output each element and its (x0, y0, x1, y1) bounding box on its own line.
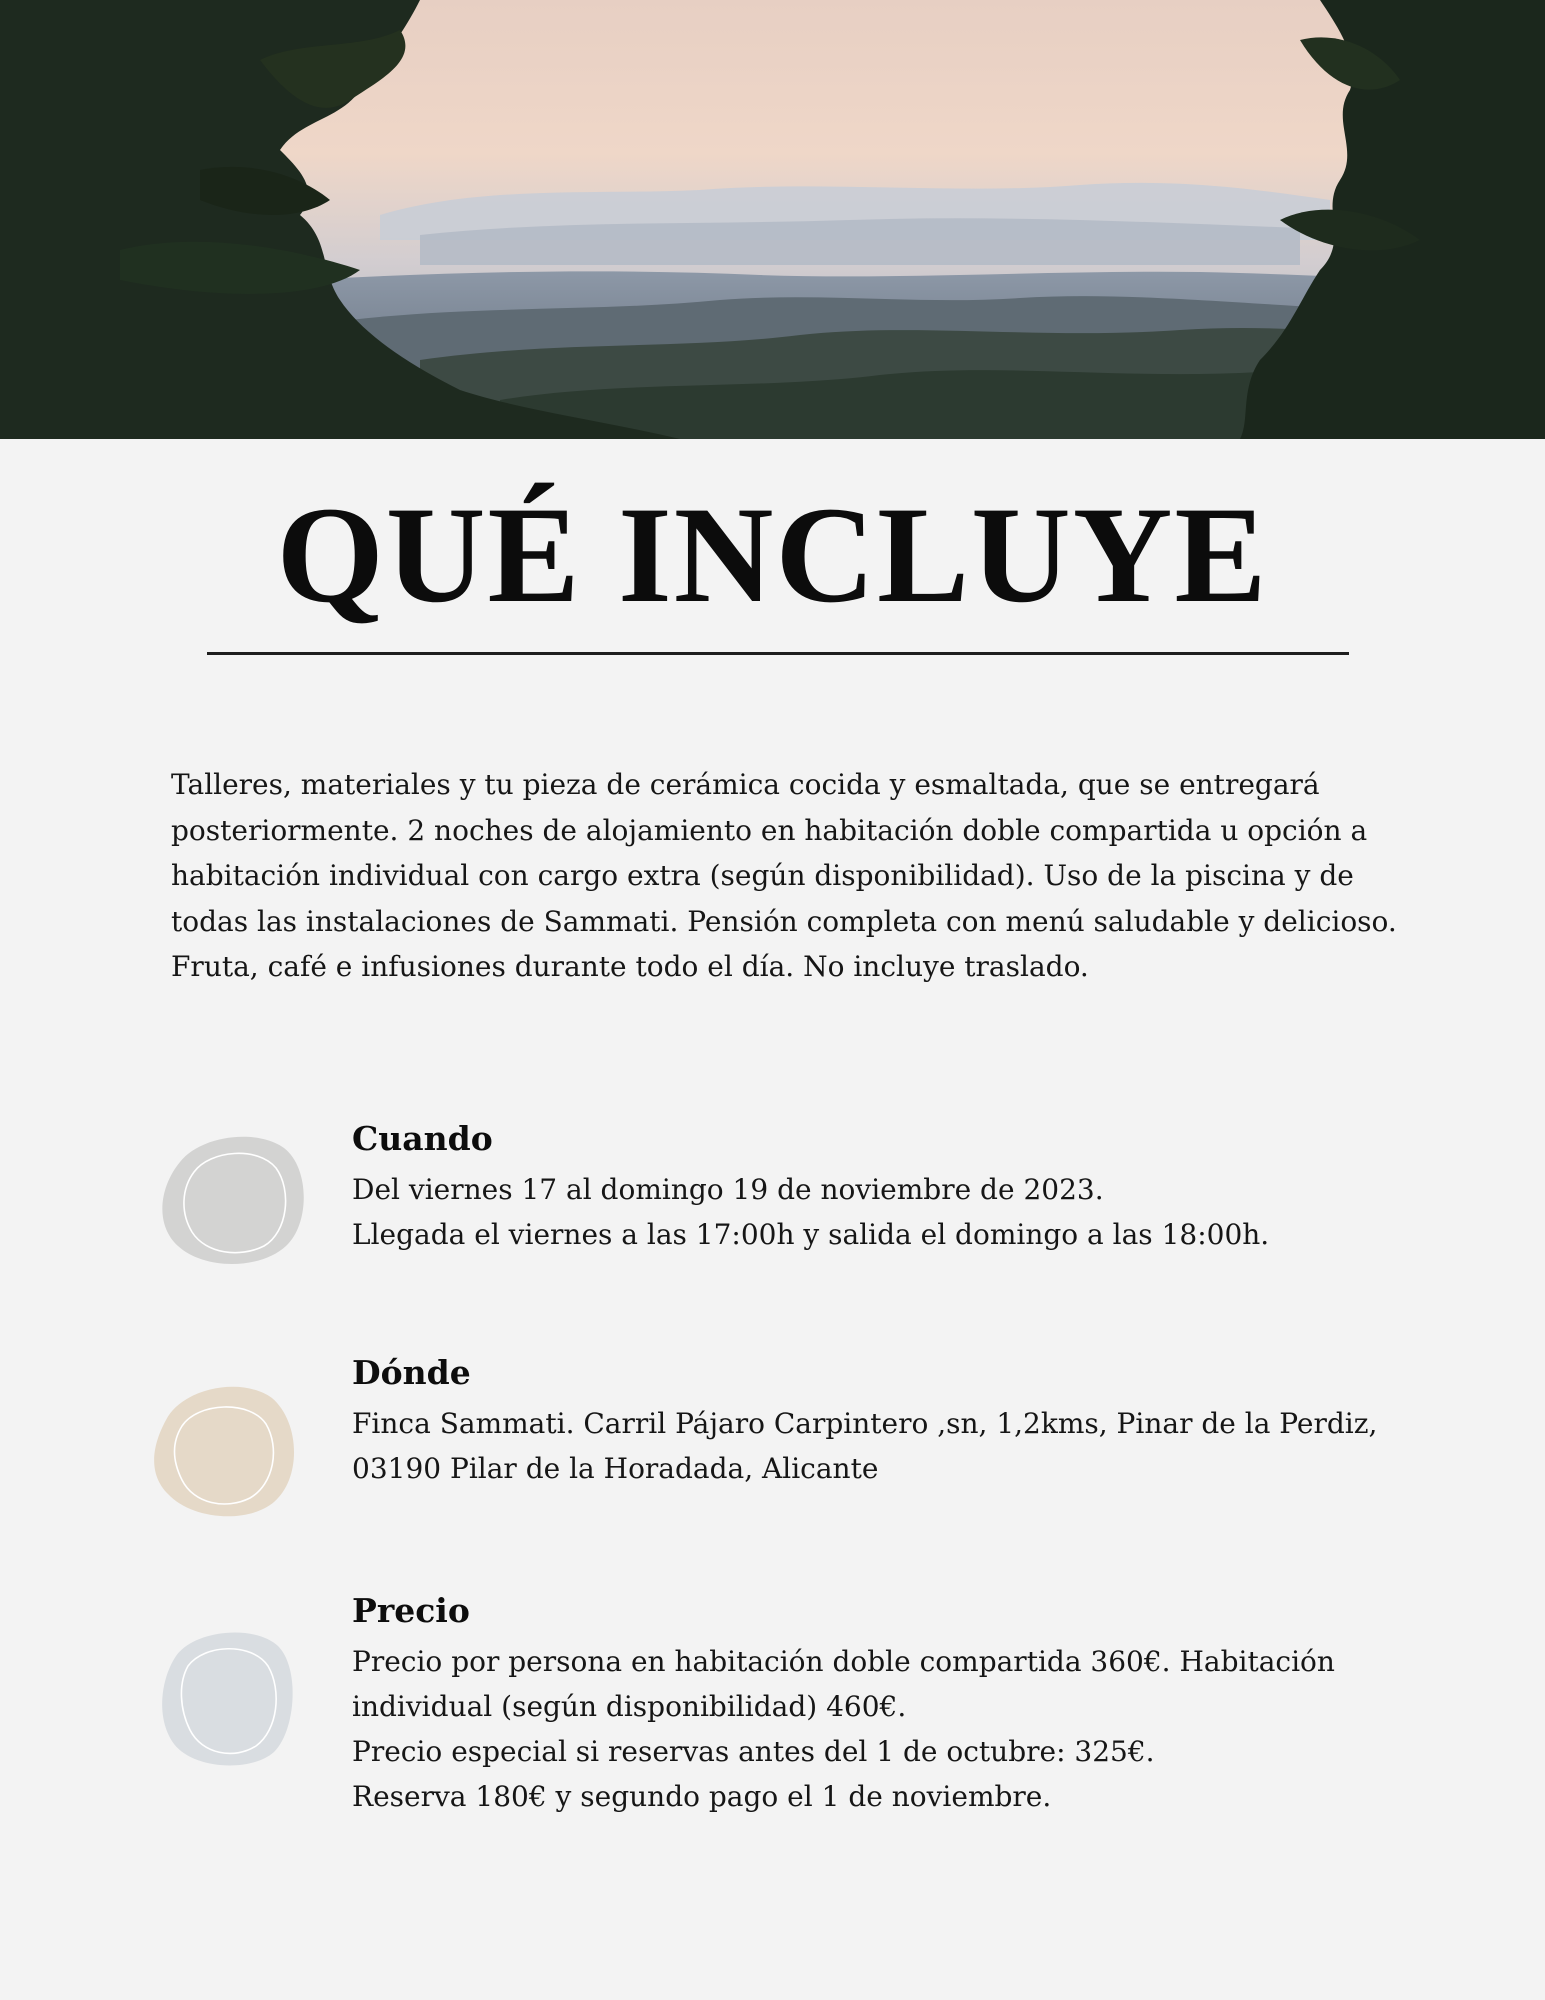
page-title: QUÉ INCLUYE (276, 478, 1269, 631)
landscape-image (0, 0, 1545, 439)
section-line: Finca Sammati. Carril Pájaro Carpintero ,sn, 1,2kms, Pinar de la Perdiz, 03190 Pilar de la Horadada, Alicante (352, 1407, 1378, 1485)
section-line: Precio por persona en habitación doble compartida 360€. Habitación individual (según disponibilidad) 460€. (352, 1645, 1335, 1723)
section-line: Llegada el viernes a las 17:00h y salida el domingo a las 18:00h. (352, 1218, 1270, 1251)
intro-paragraph: Talleres, materiales y tu pieza de cerámica cocida y esmaltada, que se entregará posteriormente. 2 noches de alojamiento en habitación doble compartida u opción a habitación individual con cargo extra (según disponibilidad). Uso de la piscina y de todas las instalaciones de Sammati. Pensión completa con menú saludable y delicioso. Fruta, café e infusiones durante todo el día. No incluye traslado. (171, 768, 1397, 983)
section-body (352, 1639, 1412, 1819)
section-heading: Dónde (352, 1353, 471, 1392)
section-body (352, 1167, 1412, 1257)
section-heading: Precio (352, 1591, 470, 1630)
section-body (352, 1401, 1412, 1491)
title-divider (207, 652, 1349, 655)
section-line: Reserva 180€ y segundo pago el 1 de noviembre. (352, 1780, 1052, 1813)
decorative-circle-icon (152, 1380, 296, 1518)
decorative-circle-icon (160, 1132, 306, 1268)
section-line: Precio especial si reservas antes del 1 de octubre: 325€. (352, 1735, 1155, 1768)
section-line: Del viernes 17 al domingo 19 de noviembre de 2023. (352, 1173, 1104, 1206)
section-heading: Cuando (352, 1119, 493, 1158)
hero-photo (0, 0, 1545, 439)
decorative-circle-icon (160, 1626, 294, 1768)
